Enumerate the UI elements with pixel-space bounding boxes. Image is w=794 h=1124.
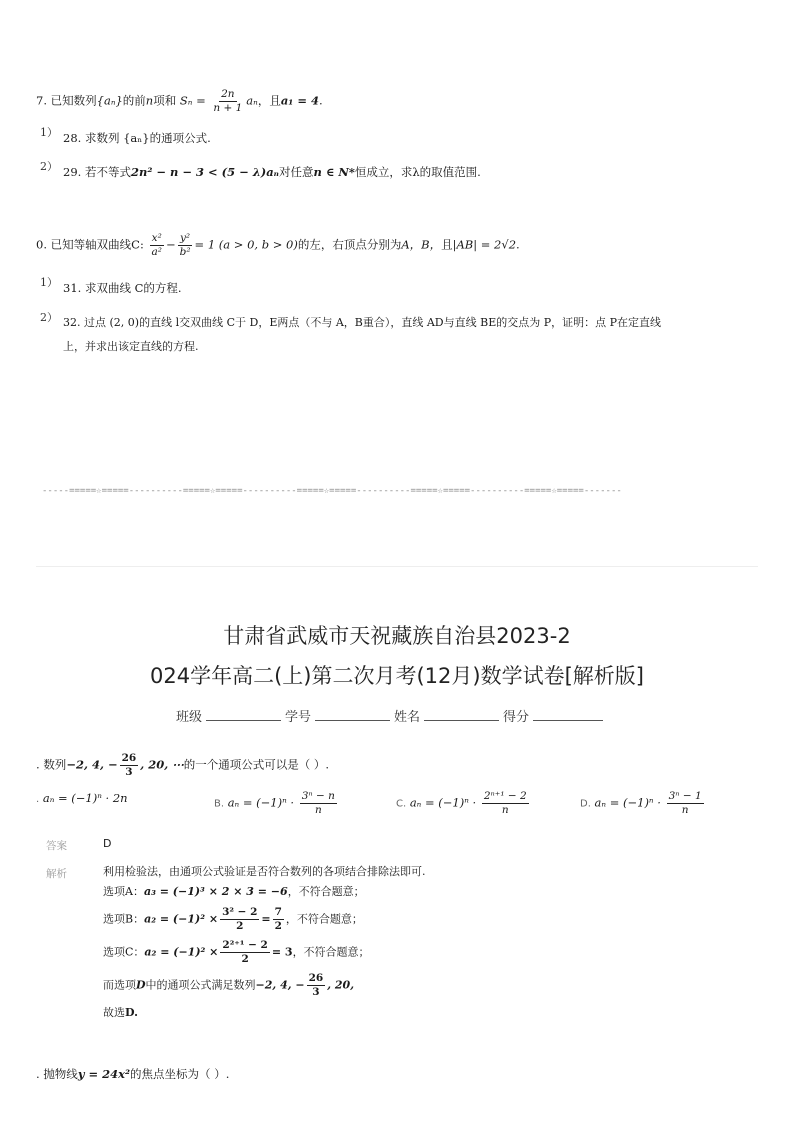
question-31: 31. 求双曲线 C的方程. bbox=[63, 281, 182, 295]
section-divider: -----=====☆=====----------=====☆=====----------=====☆=====----------=====☆=====----------=====☆=====------- bbox=[42, 486, 622, 496]
option-b[interactable]: B. aₙ = (−1)ⁿ · $\frac{\text{3ⁿ − n}}{n}$ bbox=[214, 790, 335, 816]
question-number: 7. bbox=[36, 93, 47, 108]
question-32: 32. 过点 (2, 0)的直线 l交双曲线 C于 D，E两点（不与 A，B重合），直线 AD与直线 BE的交点为 P，证明：点 P在定直线 上，并求出该定直线的方程. bbox=[63, 316, 662, 353]
student-info-row: 班级 学号 姓名 得分 bbox=[176, 706, 607, 725]
question-28: 1） bbox=[40, 126, 58, 139]
id-field[interactable] bbox=[315, 708, 390, 721]
question-29-tag: 2） bbox=[40, 160, 58, 173]
option-a[interactable]: . aₙ = (−1)ⁿ · 2n bbox=[36, 791, 128, 805]
question-31-tag: 1） bbox=[40, 276, 58, 289]
analysis-body: 利用检验法，由通项公式验证是否符合数列的各项结合排除法即可. 选项A：a₃ = (−1)³ × 2 × 3 = −6，不符合题意； 选项B：a₂ = (−1)² × $\frac{\text{3² − 2}}{2}$ = $\frac{7}{2}$ ，不符合题意； 选项C：a₂ = (−1)² × $\frac{\text{2²⁺¹ − 2}}{2}$ = 3，不符合题意； 而选项D中的通项公式满足数列−2, 4, − $\frac{26}{3}$ , 20, 故选D. bbox=[103, 865, 426, 1019]
answer-value: D bbox=[103, 837, 112, 850]
page-title bbox=[0, 620, 794, 690]
question-1: . 数列−2, 4, − $\frac{26}{3}$ , 20, ⋯的一个通项公式可以是（ ）. bbox=[36, 752, 330, 778]
name-field[interactable] bbox=[424, 708, 499, 721]
question-32-tag: 2） bbox=[40, 311, 58, 324]
title-line-1: 甘肃省武威市天祝藏族自治县2023-2 bbox=[223, 624, 571, 648]
title-line-2: 024学年高二(上)第二次月考(12月)数学试卷[解析版] bbox=[150, 664, 644, 688]
question-2: . 抛物线y = 24x²的焦点坐标为（ ）. bbox=[36, 1067, 230, 1081]
analysis-label: 解析 bbox=[46, 868, 67, 880]
class-field[interactable] bbox=[206, 708, 281, 721]
fraction: $\frac{2n}{n + 1}$ bbox=[213, 88, 243, 114]
question-30: 0. 已知等轴双曲线C: $\frac{\text{x²}}{\text{a²}}$ − $\frac{\text{y²}}{\text{b²}}$ = 1 (a > 0, b > 0)的左，右顶点分别为A，B，且|AB| = 2√2. bbox=[36, 232, 520, 258]
question-7: 7. 已知数列{aₙ}的前n项和 Sₙ = $\frac{2n}{n + 1}$ aₙ，且a₁ = 4. bbox=[36, 88, 323, 114]
question-29: 29. 若不等式2n² − n − 3 < (5 − λ)aₙ对任意n ∈ N*恒成立，求λ的取值范围. bbox=[63, 165, 481, 179]
score-field[interactable] bbox=[533, 708, 603, 721]
option-c[interactable]: C. aₙ = (−1)ⁿ · $\frac{\text{2ⁿ⁺¹ − 2}}{n}$ bbox=[396, 790, 527, 816]
option-d[interactable]: D. aₙ = (−1)ⁿ · $\frac{\text{3ⁿ − 1}}{n}$ bbox=[580, 790, 702, 816]
question-28-text: 28. 求数列 {aₙ}的通项公式. bbox=[63, 131, 211, 145]
answer-label: 答案 bbox=[46, 840, 67, 852]
page-break-line bbox=[36, 566, 758, 567]
